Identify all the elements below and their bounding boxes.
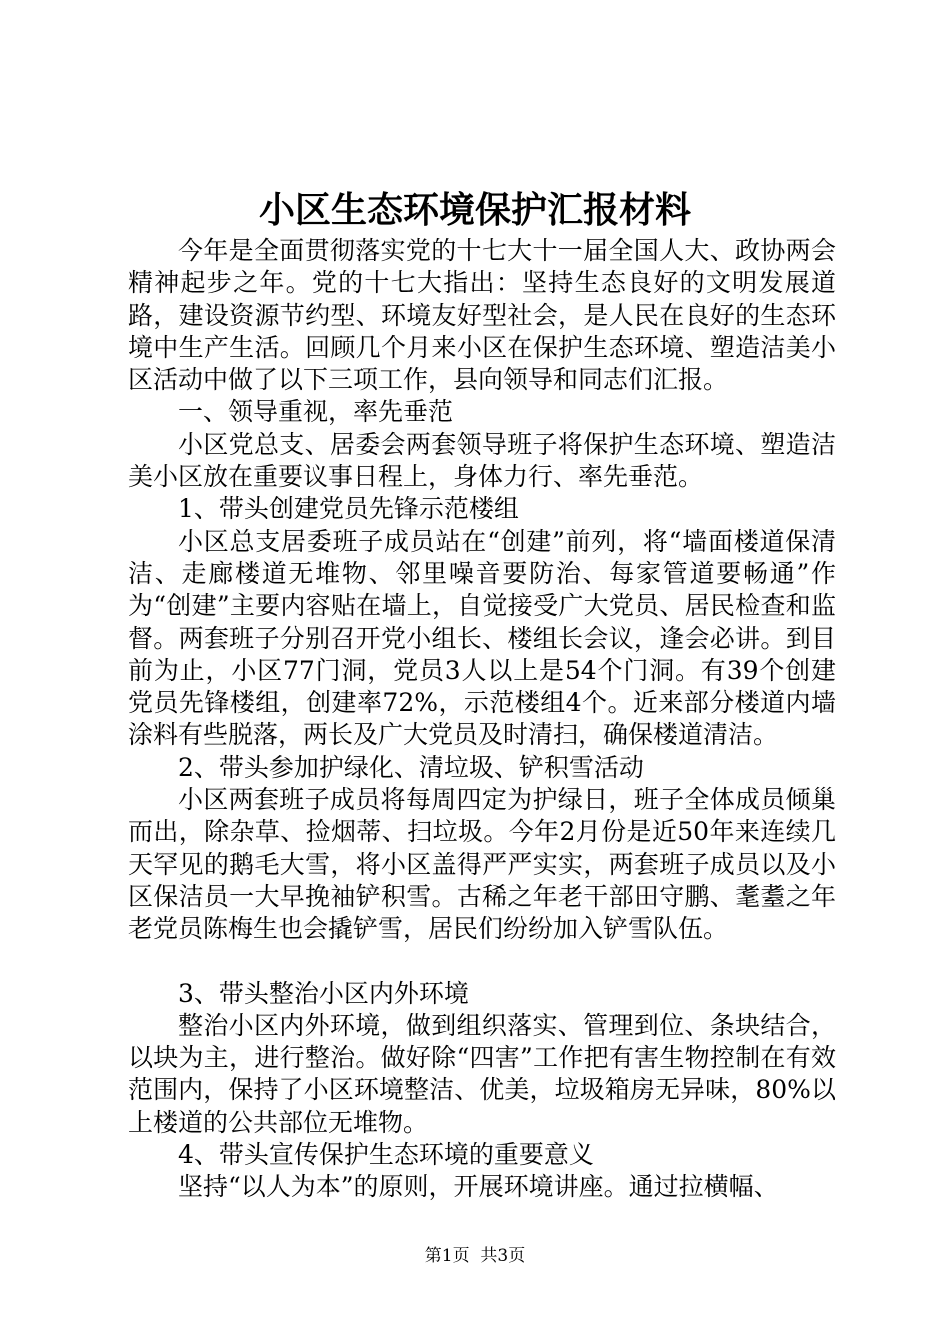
page-total: 共3页 — [480, 1246, 526, 1266]
paragraph-sub-1: 小区总支居委班子成员站在“创建”前列，将“墙面楼道保清洁、走廊楼道无堆物、邻里噪音要防治、每家管道要畅通”作为“创建”主要内容贴在墙上，自觉接受广大党员、居民检查和监督。两套班子分别召开党小组长、楼组长会议，逢会必讲。到目前为止，小区77门洞，党员3人以上是54个门洞。有39个创建党员先锋楼组，创建率72%，示范楼组4个。近来部分楼道内墙涂料有些脱落，两长及广大党员及时清扫，确保楼道清洁。 — [128, 526, 836, 750]
page-footer — [0, 1244, 950, 1268]
paragraph-section-1: 小区党总支、居委会两套领导班子将保护生态环境、塑造洁美小区放在重要议事日程上，身体力行、率先垂范。 — [128, 429, 836, 492]
subheading-4: 4、带头宣传保护生态环境的重要意义 — [178, 1140, 594, 1170]
subheading-2: 2、带头参加护绿化、清垃圾、铲积雪活动 — [178, 752, 644, 782]
paragraph-sub-4: 坚持“以人为本”的原则，开展环境讲座。通过拉横幅、 — [178, 1172, 779, 1202]
paragraph-spacer — [128, 946, 836, 978]
paragraph-sub-2: 小区两套班子成员将每周四定为护绿日，班子全体成员倾巢而出，除杂草、捡烟蒂、扫垃圾。今年2月份是近50年来连续几天罕见的鹅毛大雪，将小区盖得严严实实，两套班子成员以及小区保洁员一大早挽袖铲积雪。古稀之年老干部田守鹏、耄耋之年老党员陈梅生也会撬铲雪，居民们纷纷加入铲雪队伍。 — [128, 785, 836, 944]
paragraph-intro: 今年是全面贯彻落实党的十七大十一届全国人大、政协两会精神起步之年。党的十七大指出：坚持生态良好的文明发展道路，建设资源节约型、环境友好型社会，是人民在良好的生态环境中生产生活。回顾几个月来小区在保护生态环境、塑造洁美小区活动中做了以下三项工作，县向领导和同志们汇报。 — [128, 236, 836, 395]
subheading-1: 1、带头创建党员先锋示范楼组 — [178, 494, 519, 524]
page-number: 第1页 — [424, 1246, 470, 1266]
document-body — [128, 235, 836, 1204]
subheading-3: 3、带头整治小区内外环境 — [178, 978, 469, 1008]
document-title: 小区生态环境保护汇报材料 — [258, 189, 691, 231]
section-heading-1: 一、领导重视，率先垂范 — [178, 397, 454, 427]
paragraph-sub-3: 整治小区内外环境，做到组织落实、管理到位、条块结合，以块为主，进行整治。做好除“四害”工作把有害生物控制在有效范围内，保持了小区环境整洁、优美，垃圾箱房无异味，80%以上楼道的公共部位无堆物。 — [128, 1010, 836, 1137]
